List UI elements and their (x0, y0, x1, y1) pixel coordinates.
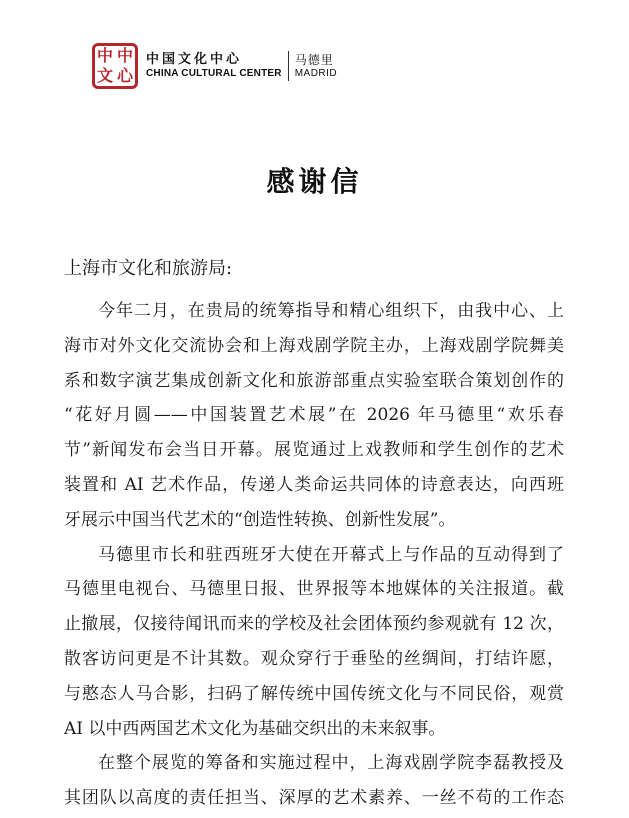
body-line: 系和数字演艺集成创新文化和旅游部重点实验室联合策划创作的 (64, 370, 564, 391)
letter-title: 感谢信 (266, 165, 363, 198)
seal-char: 文 (96, 66, 113, 85)
body-line: 马德里市长和驻西班牙大使在开幕式上与作品的互动得到了 (98, 544, 564, 565)
org-name-block (146, 52, 282, 80)
body-line: 散客访问更是不计其数。观众穿行于垂坠的丝绸间，打结许愿， (64, 648, 564, 669)
body-line: 今年二月，在贵局的统筹指导和精心组织下，由我中心、上 (98, 301, 564, 321)
seal-char: 中 (96, 46, 113, 65)
body-line: “花好月圆——中国装置艺术展”在 2026 年马德里“欢乐春 (64, 405, 564, 426)
body-line: AI 以中西两国艺术文化为基础交织出的未来叙事。 (64, 718, 446, 739)
body-line: 在整个展览的筹备和实施过程中，上海戏剧学院李磊教授及 (98, 753, 564, 774)
org-name-zh: 中国文化中心 (146, 52, 243, 67)
body-line: 与憨态人马合影，扫码了解传统中国传统文化与不同民俗，观赏 (64, 683, 564, 704)
seal-char: 心 (116, 66, 133, 85)
body-line: 牙展示中国当代艺术的“创造性转换、创新性发展”。 (64, 509, 456, 530)
body-line: 装置和 AI 艺术作品，传递人类命运共同体的诗意表达，向西班 (64, 474, 564, 495)
body-line: 马德里电视台、马德里日报、世界报等本地媒体的关注报道。截 (64, 579, 564, 600)
letter-salutation: 上海市文化和旅游局: (64, 258, 233, 279)
seal-char: 中 (116, 46, 133, 65)
city-name-en: MADRID (294, 68, 338, 79)
city-name-zh: 马德里 (294, 53, 334, 67)
body-line: 止撤展，仅接待闻讯而来的学校及社会团体预约参观就有 12 次， (64, 614, 564, 635)
letter-body (64, 294, 564, 816)
header-divider (288, 51, 289, 81)
org-name-en: CHINA CULTURAL CENTER (146, 68, 282, 79)
city-name-block (295, 52, 337, 80)
letterhead (92, 40, 337, 92)
body-line: 海市对外文化交流协会和上海戏剧学院主办，上海戏剧学院舞美 (64, 335, 564, 356)
body-line: 节”新闻发布会当日开幕。展览通过上戏教师和学生创作的艺术 (64, 440, 564, 461)
body-line: 其团队以高度的责任担当、深厚的艺术素养、一丝不苟的工作态 (64, 788, 564, 809)
center-logo-seal (92, 43, 138, 89)
